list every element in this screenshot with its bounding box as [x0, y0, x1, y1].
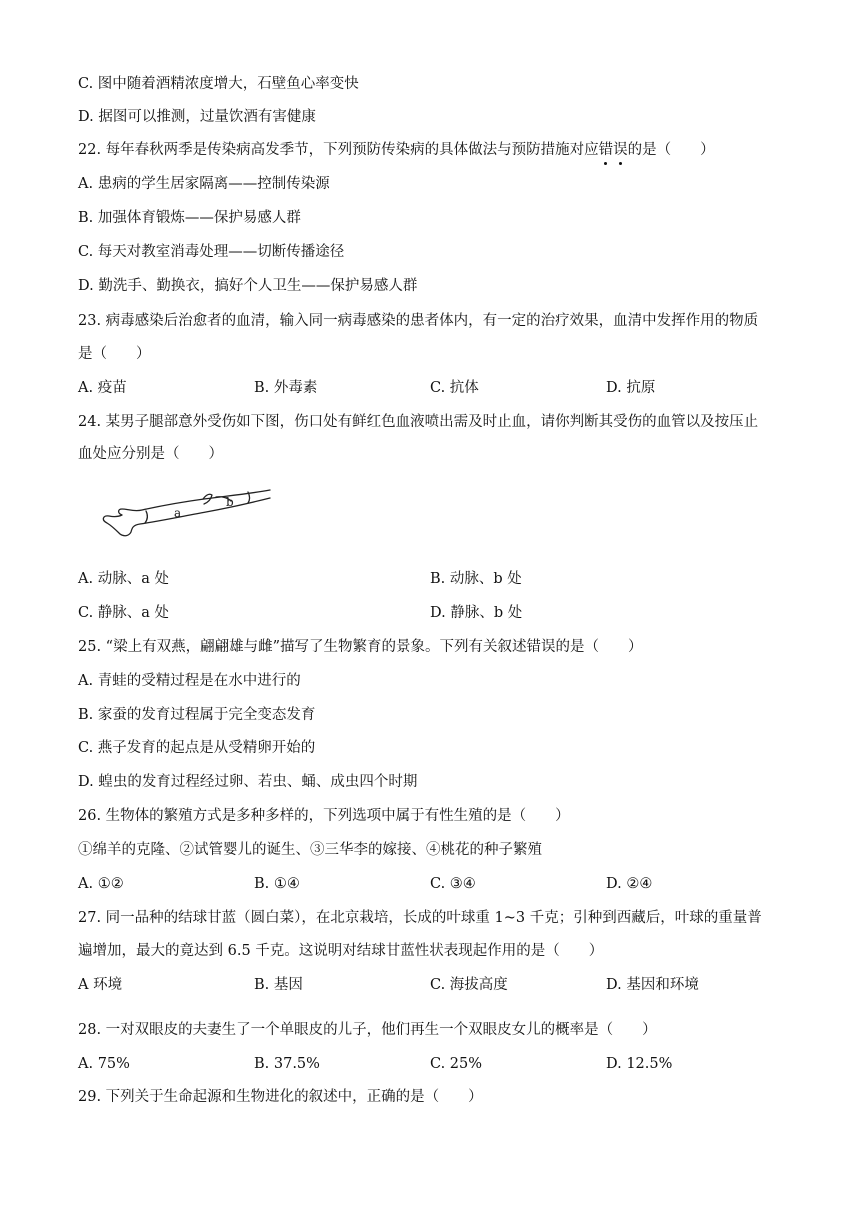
q24-option-d: D. 静脉、b 处	[430, 605, 523, 621]
q23-option-a: A. 疫苗	[78, 380, 127, 396]
q26-option-c: C. ③④	[430, 876, 476, 892]
q22-option-b: B. 加强体育锻炼——保护易感人群	[78, 210, 301, 226]
emphasis-char: 误	[613, 142, 628, 158]
q23-option-b: B. 外毒素	[254, 380, 318, 396]
q26-option-d: D. ②④	[606, 876, 653, 892]
question-25: 25. “梁上有双燕，翩翩雄与雌”描写了生物繁育的景象。下列有关叙述错误的是（ ）	[78, 639, 643, 655]
question-23-line2: 是（ ）	[78, 346, 151, 362]
question-26: 26. 生物体的繁殖方式是多种多样的，下列选项中属于有性生殖的是（ ）	[78, 808, 570, 824]
q22-text-end: 的是（ ）	[627, 142, 715, 158]
q22-option-c: C. 每天对教室消毒处理——切断传播途径	[78, 244, 345, 260]
leg-wound-figure	[98, 480, 278, 542]
q27-option-c: C. 海拔高度	[430, 977, 508, 993]
question-27-line2: 遍增加，最大的竟达到 6.5 千克。这说明对结球甘蓝性状表现起作用的是（ ）	[78, 943, 604, 959]
q26-option-b: B. ①④	[254, 876, 300, 892]
q24-option-b: B. 动脉、b 处	[430, 571, 522, 587]
q22-option-d: D. 勤洗手、勤换衣，搞好个人卫生——保护易感人群	[78, 278, 418, 294]
q24-option-a: A. 动脉、a 处	[78, 571, 169, 587]
q25-option-b: B. 家蚕的发育过程属于完全变态发育	[78, 707, 316, 723]
q22-option-a: A. 患病的学生居家隔离——控制传染源	[78, 176, 330, 192]
question-29: 29. 下列关于生命起源和生物进化的叙述中，正确的是（ ）	[78, 1089, 483, 1105]
question-28: 28. 一对双眼皮的夫妻生了一个单眼皮的儿子，他们再生一个双眼皮女儿的概率是（ ）	[78, 1022, 657, 1038]
question-24-line2: 血处应分别是（ ）	[78, 446, 223, 462]
q27-option-b: B. 基因	[254, 977, 303, 993]
question-23-line1: 23. 病毒感染后治愈者的血清，输入同一病毒感染的患者体内，有一定的治疗效果，血清中发挥作用的物质	[78, 313, 759, 329]
q21-option-d: D. 据图可以推测，过量饮酒有害健康	[78, 109, 316, 125]
question-27-line1: 27. 同一品种的结球甘蓝（圆白菜），在北京栽培，长成的叶球重 1~3 千克；引种到西藏后，叶球的重量普	[78, 910, 762, 926]
q27-option-d: D. 基因和环境	[606, 977, 699, 993]
q28-option-c: C. 25%	[430, 1056, 483, 1072]
q26-statements: ①绵羊的克隆、②试管婴儿的诞生、③三华李的嫁接、④桃花的种子繁殖	[78, 842, 542, 858]
q26-option-a: A. ①②	[78, 876, 124, 892]
q28-option-b: B. 37.5%	[254, 1056, 320, 1072]
q24-option-c: C. 静脉、a 处	[78, 605, 170, 621]
q28-option-a: A. 75%	[78, 1056, 130, 1072]
q28-option-d: D. 12.5%	[606, 1056, 673, 1072]
q25-option-c: C. 燕子发育的起点是从受精卵开始的	[78, 740, 316, 756]
q25-option-a: A. 青蛙的受精过程是在水中进行的	[78, 673, 301, 689]
label-a: a	[174, 506, 182, 520]
q23-option-d: D. 抗原	[606, 380, 656, 396]
emphasis-char: 错	[598, 142, 614, 158]
q25-option-d: D. 蝗虫的发育过程经过卵、若虫、蛹、成虫四个时期	[78, 774, 418, 790]
q23-option-c: C. 抗体	[430, 380, 479, 396]
question-22	[78, 140, 715, 160]
q21-option-c: C. 图中随着酒精浓度增大，石壁鱼心率变快	[78, 76, 359, 92]
label-b: b	[226, 495, 234, 509]
question-24-line1: 24. 某男子腿部意外受伤如下图，伤口处有鲜红色血液喷出需及时止血，请你判断其受伤的血管以及按压止	[78, 414, 759, 430]
q27-option-a: A 环境	[78, 977, 123, 993]
q22-text: 22. 每年春秋两季是传染病高发季节，下列预防传染病的具体做法与预防措施对应	[78, 142, 599, 158]
